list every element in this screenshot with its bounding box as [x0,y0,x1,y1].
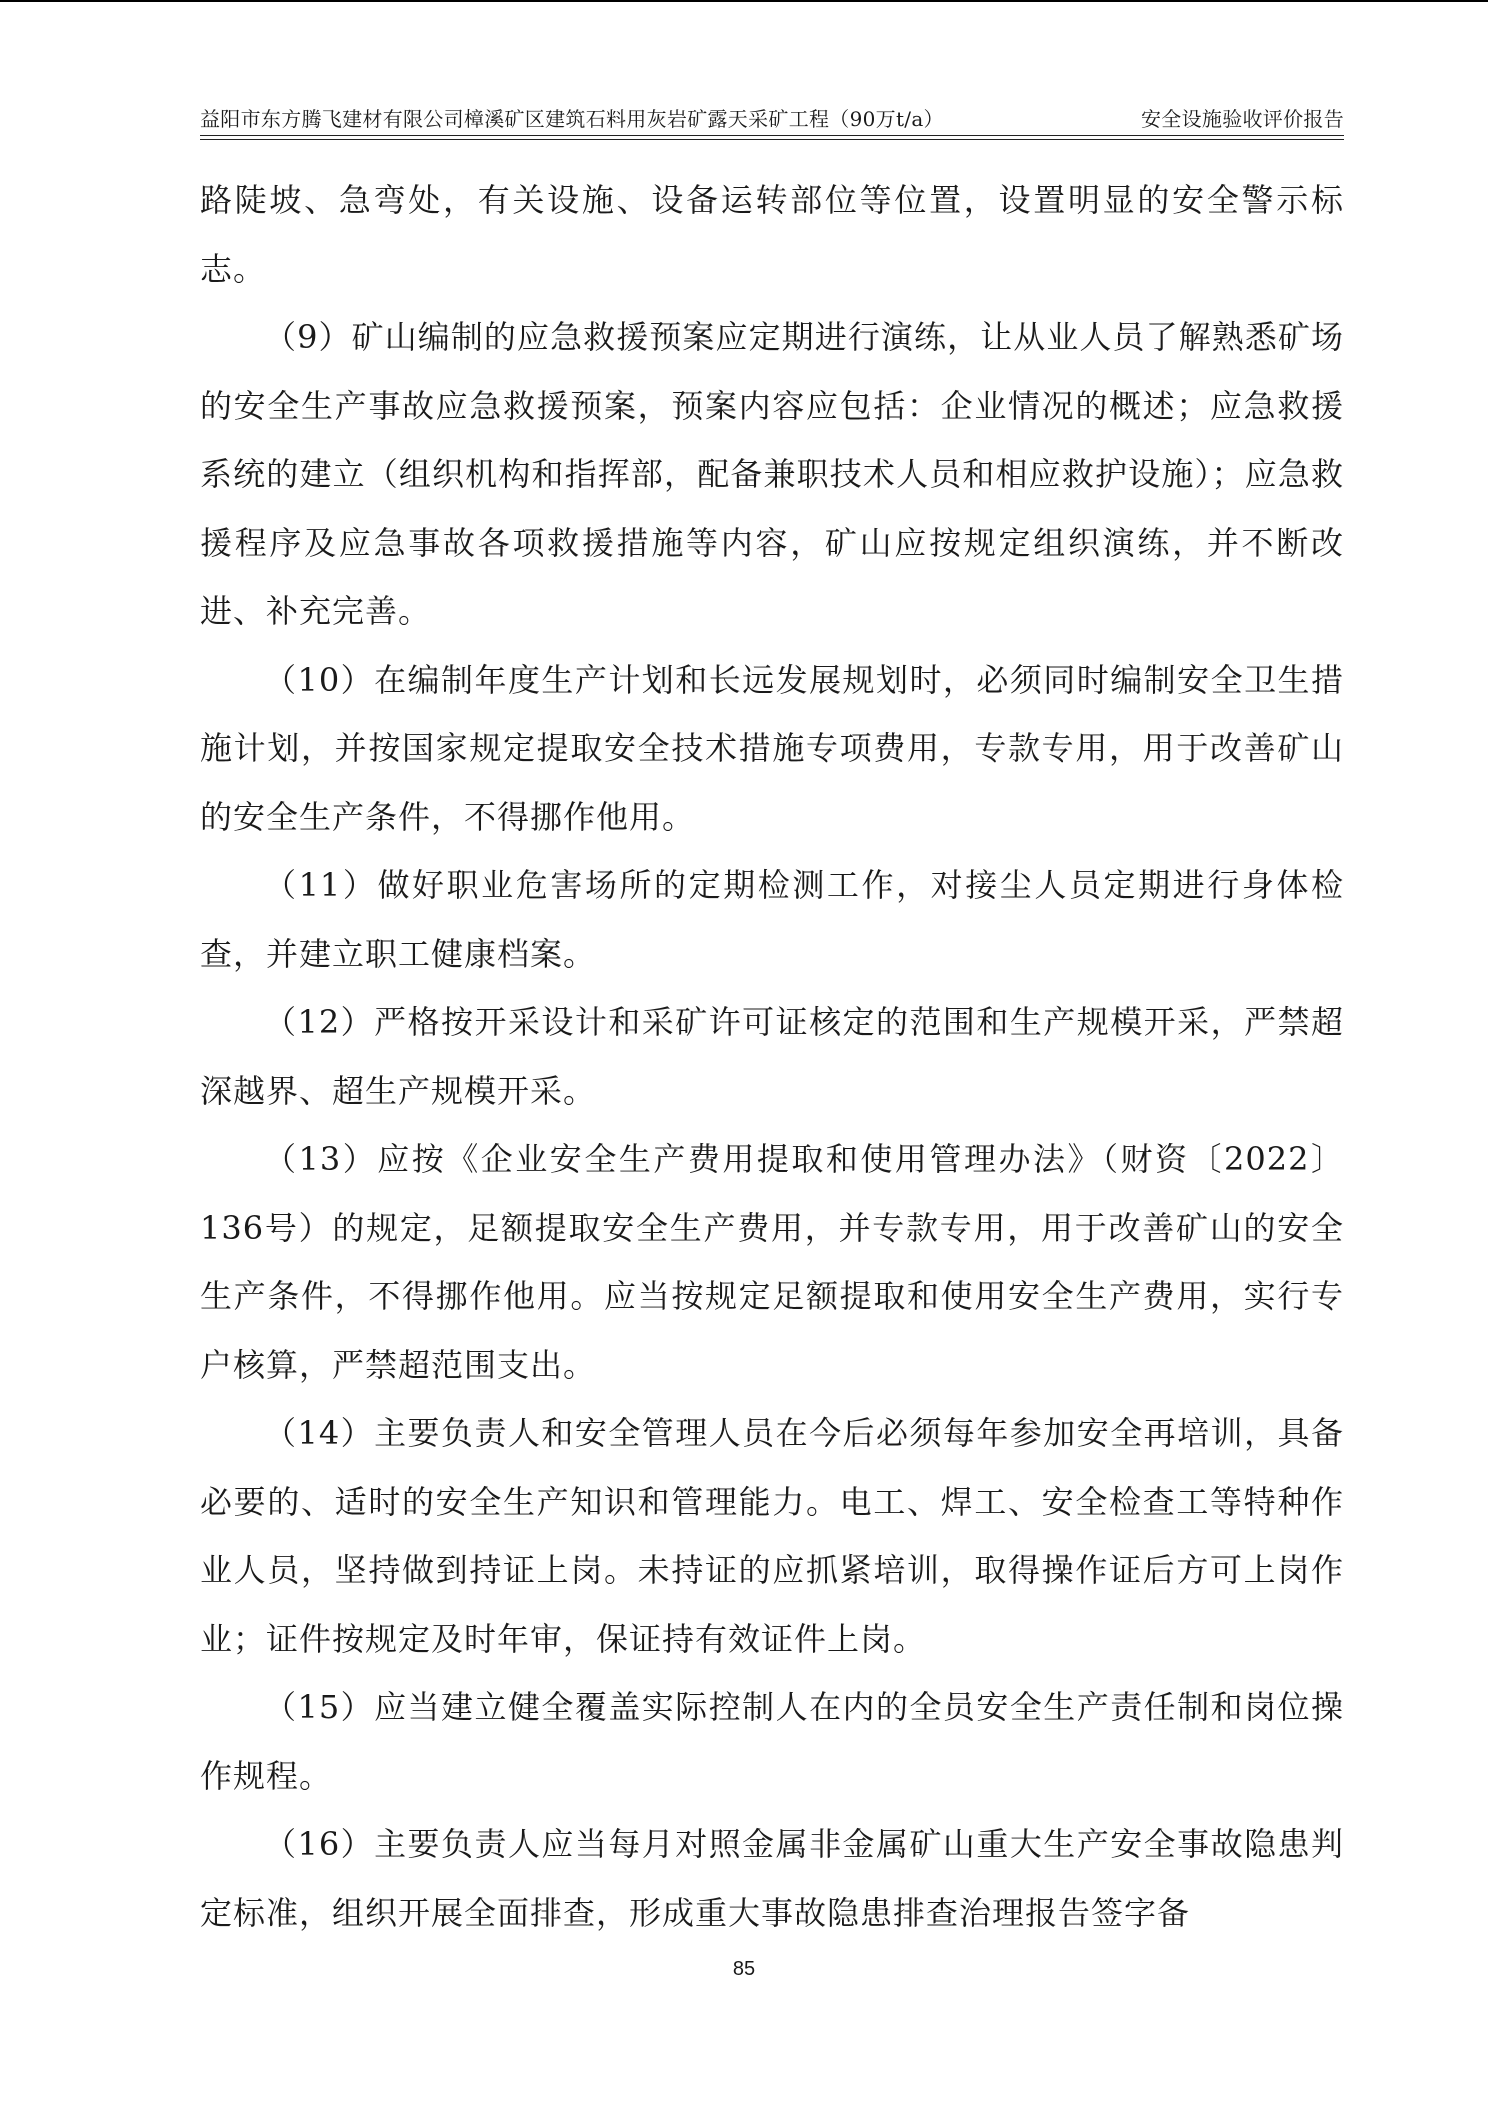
body-text [200,166,1344,1947]
paragraph-item-9: （9）矿山编制的应急救援预案应定期进行演练，让从业人员了解熟悉矿场的安全生产事故应急救援预案，预案内容应包括：企业情况的概述；应急救援系统的建立（组织机构和指挥部，配备兼职技术人员和相应救护设施）；应急救援程序及应急事故各项救援措施等内容，矿山应按规定组织演练，并不断改进、补充完善。 [200,318,1344,630]
header-report-title: 安全设施验收评价报告 [1141,107,1344,131]
paragraph-item-16: （16）主要负责人应当每月对照金属非金属矿山重大生产安全事故隐患判定标准，组织开展全面排查，形成重大事故隐患排查治理报告签字备 [200,1825,1344,1932]
page-number: 85 [732,1958,756,1980]
top-border [0,0,1488,2]
paragraph-item-15: （15）应当建立健全覆盖实际控制人在内的全员安全生产责任制和岗位操作规程。 [200,1688,1344,1795]
paragraph-item-11: （11）做好职业危害场所的定期检测工作，对接尘人员定期进行身体检查，并建立职工健康档案。 [200,866,1344,973]
header-rule [200,135,1344,136]
paragraph-item-14: （14）主要负责人和安全管理人员在今后必须每年参加安全再培训，具备必要的、适时的安全生产知识和管理能力。电工、焊工、安全检查工等特种作业人员，坚持做到持证上岗。未持证的应抓紧培训，取得操作证后方可上岗作业；证件按规定及时年审，保证持有效证件上岗。 [200,1414,1344,1658]
header-rule-second [200,139,1344,140]
paragraph-continued: 路陡坡、急弯处，有关设施、设备运转部位等位置，设置明显的安全警示标志。 [200,181,1344,288]
header-project-title: 益阳市东方腾飞建材有限公司樟溪矿区建筑石料用灰岩矿露天采矿工程（90万t/a） [200,107,944,131]
paragraph-item-10: （10）在编制年度生产计划和长远发展规划时，必须同时编制安全卫生措施计划，并按国家规定提取安全技术措施专项费用，专款专用，用于改善矿山的安全生产条件，不得挪作他用。 [200,660,1344,836]
running-header [200,104,1344,134]
paragraph-item-13: （13）应按《企业安全生产费用提取和使用管理办法》（财资〔2022〕136号）的规定，足额提取安全生产费用，并专款专用，用于改善矿山的安全生产条件，不得挪作他用。应当按规定足额提取和使用安全生产费用，实行专户核算，严禁超范围支出。 [200,1140,1344,1384]
paragraph-item-12: （12）严格按开采设计和采矿许可证核定的范围和生产规模开采，严禁超深越界、超生产规模开采。 [200,1003,1344,1110]
